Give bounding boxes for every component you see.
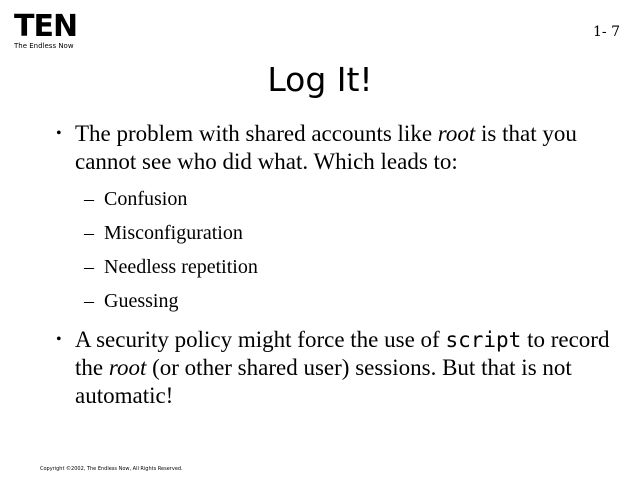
bullet-emphasis: root <box>108 355 147 380</box>
bullet-shared-accounts <box>54 120 614 176</box>
list-item <box>54 182 614 216</box>
bullet-text: is that you cannot see who did what. Which leads to: <box>75 121 577 174</box>
logo <box>14 9 80 50</box>
dash-icon: – <box>84 256 94 278</box>
list-item-label: Needless repetition <box>104 256 258 278</box>
dash-icon: – <box>84 222 94 244</box>
dash-icon: – <box>84 290 94 312</box>
bullet-emphasis: root <box>437 121 476 146</box>
slide-number: 1- 7 <box>593 24 620 40</box>
slide-title: Log It! <box>267 60 373 99</box>
list-item <box>54 284 614 318</box>
list-item-label: Guessing <box>104 290 179 312</box>
bullet-security-policy <box>54 326 614 410</box>
list-item-label: Misconfiguration <box>104 222 243 244</box>
bullet-text: (or other shared user) sessions. But that is not automatic! <box>75 355 572 408</box>
logo-mark: TEN <box>14 9 78 44</box>
bullet-text: A security policy might force the use of <box>75 327 446 352</box>
bullet-dot-icon: • <box>56 125 62 142</box>
bullet-dot-icon: • <box>56 331 62 348</box>
copyright-footer: Copyright ©2002, The Endless Now, All Rights Reserved. <box>40 466 183 472</box>
list-item <box>54 216 614 250</box>
list-item-label: Confusion <box>104 188 188 210</box>
consequence-list <box>54 182 614 318</box>
slide-content <box>54 120 614 410</box>
list-item <box>54 250 614 284</box>
logo-tagline: The Endless Now <box>14 42 74 50</box>
bullet-text: The problem with shared accounts like <box>75 121 438 146</box>
dash-icon: – <box>84 188 94 210</box>
script-command: script <box>445 328 522 352</box>
bullet-text: to record the <box>75 327 610 380</box>
